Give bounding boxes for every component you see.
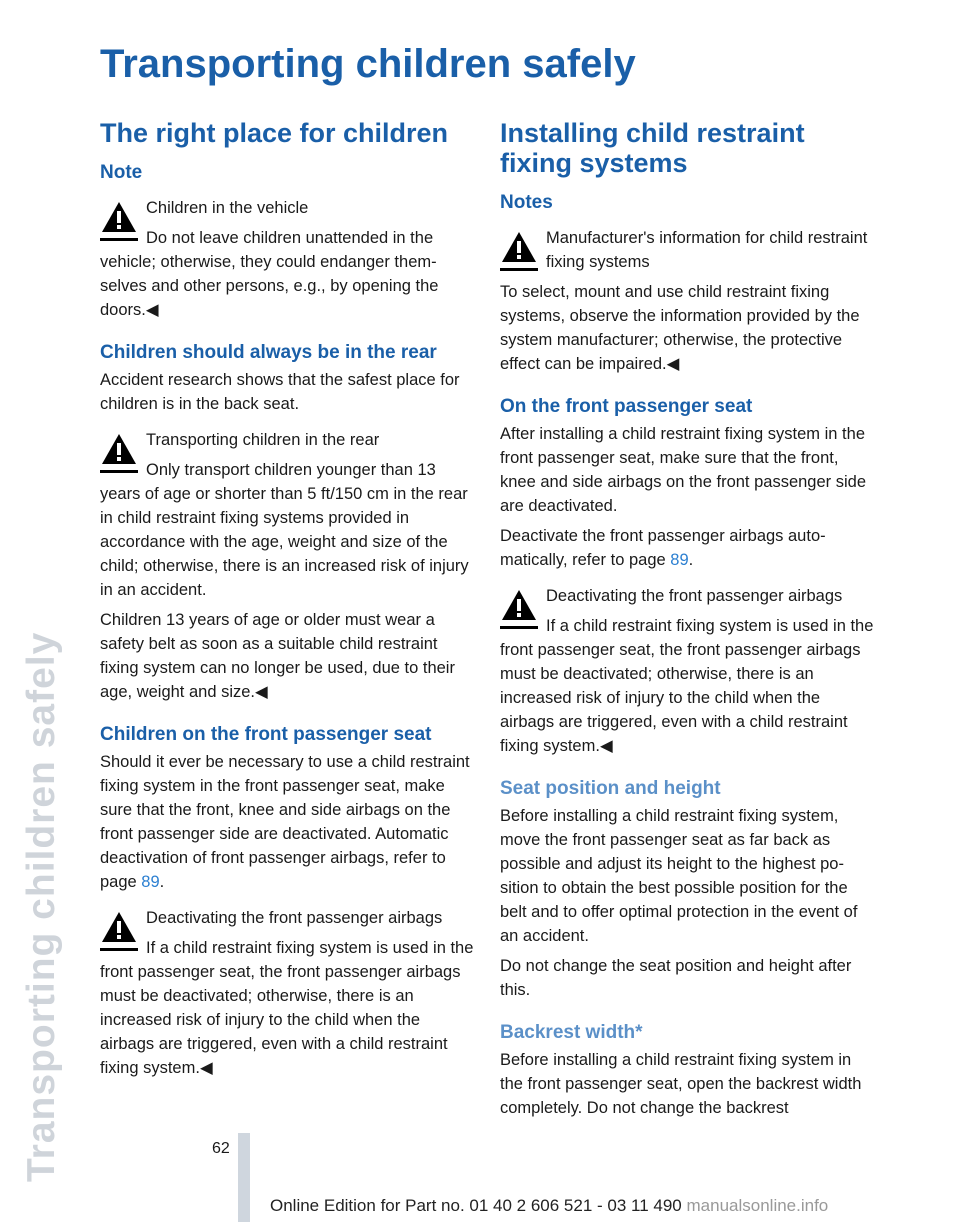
warning-block bbox=[500, 584, 875, 758]
warning-text: If a child restraint fixing system is used in the front passenger seat, the front passenger airbags must be deactivated; otherwise, there is an increased risk of injury to the child when the airbags are triggered, even with a child restraint fixing system.◀ bbox=[500, 617, 874, 755]
warning-text: Only transport children younger than 13 years of age or shorter than 5 ft/150 cm in the rear in child restraint fixing systems provided in accordance with the age, weight and size of the child; otherwise, there is an increased risk of injury in an accident. bbox=[100, 461, 469, 599]
warning-title: Deactivating the front passenger airbags bbox=[546, 587, 843, 605]
side-title: Transporting children safely bbox=[20, 631, 63, 1182]
subheading: Seat position and height bbox=[500, 778, 721, 799]
paragraph-end: . bbox=[688, 551, 694, 569]
footer-edition bbox=[270, 1196, 828, 1216]
paragraph: Children 13 years of age or older must wear a safety belt as soon as a suitable child restraint fixing system can no longer be used, due to their age, weight and size.◀ bbox=[100, 611, 455, 701]
warning-block bbox=[500, 226, 875, 274]
subheading: On the front passenger seat bbox=[500, 396, 753, 417]
section-heading: The right place for children bbox=[100, 118, 449, 148]
paragraph-text: Should it ever be necessary to use a child restraint fixing system in the front passenger seat, make sure that the front, knee and side airbags on the front passenger side are deactivated. Automatic deactivation of front passenger airbags, refer to page bbox=[100, 753, 470, 891]
warning-text: Do not leave children unattended in the vehicle; otherwise, they could endanger themselves and other persons, e.g., by opening the doors.◀ bbox=[100, 229, 439, 319]
page-link[interactable]: 89 bbox=[670, 551, 689, 569]
warning-title: Manufacturer's information for child restraint fixing systems bbox=[546, 229, 868, 271]
watermark: manualsonline.info bbox=[686, 1196, 829, 1215]
note-label: Note bbox=[100, 162, 143, 183]
paragraph bbox=[500, 524, 875, 572]
page-title: Transporting children safely bbox=[100, 42, 636, 86]
warning-triangle-icon bbox=[100, 200, 138, 244]
paragraph: Before installing a child restraint fixing system in the front passenger seat, open the backrest width completely. Do not change the backrest bbox=[500, 1051, 862, 1117]
paragraph: Do not change the seat position and height after this. bbox=[500, 957, 852, 999]
left-column bbox=[100, 118, 475, 1086]
paragraph bbox=[100, 750, 475, 894]
section-heading: Installing child restraint fixing systems bbox=[500, 118, 805, 178]
notes-label: Notes bbox=[500, 192, 553, 213]
paragraph: After installing a child restraint fixing system in the front passenger seat, make sure that the front, knee and side airbags on the front passenger side are deactivated. bbox=[500, 425, 866, 515]
subheading: Backrest width* bbox=[500, 1022, 643, 1043]
paragraph-end: . bbox=[159, 873, 165, 891]
warning-triangle-icon bbox=[500, 230, 538, 274]
warning-text: If a child restraint fixing system is used in the front passenger seat, the front passenger airbags must be deactivated; otherwise, there is an increased risk of injury to the child when the airbags are triggered, even with a child restraint fixing system.◀ bbox=[100, 939, 474, 1077]
warning-title: Transporting children in the rear bbox=[146, 431, 380, 449]
paragraph: To select, mount and use child restraint fixing systems, observe the information provided by the system manufacturer; otherwise, the protective effect can be impaired.◀ bbox=[500, 283, 860, 373]
edition-text: Online Edition for Part no. 01 40 2 606 521 - 03 11 490 bbox=[270, 1196, 682, 1215]
paragraph: Accident research shows that the safest place for children is in the back seat. bbox=[100, 371, 460, 413]
warning-title: Deactivating the front passenger airbags bbox=[146, 909, 443, 927]
warning-triangle-icon bbox=[100, 432, 138, 476]
warning-block bbox=[100, 906, 475, 1080]
right-column bbox=[500, 118, 875, 1126]
page-link[interactable]: 89 bbox=[141, 873, 160, 891]
subheading: Children on the front passenger seat bbox=[100, 724, 432, 745]
paragraph: Before installing a child restraint fixing system, move the front passenger seat as far back as possible and adjust its height to the highest position to obtain the best possible position for the belt and to offer optimal protection in the event of an accident. bbox=[500, 807, 858, 945]
warning-block bbox=[100, 196, 475, 322]
page-number: 62 bbox=[212, 1140, 230, 1157]
footer-bar bbox=[238, 1133, 250, 1222]
warning-triangle-icon bbox=[100, 910, 138, 954]
paragraph-text: Deactivate the front passenger airbags automatically, refer to page bbox=[500, 527, 826, 569]
warning-triangle-icon bbox=[500, 588, 538, 632]
warning-title: Children in the vehicle bbox=[146, 199, 309, 217]
warning-block bbox=[100, 428, 475, 602]
subheading: Children should always be in the rear bbox=[100, 342, 437, 363]
